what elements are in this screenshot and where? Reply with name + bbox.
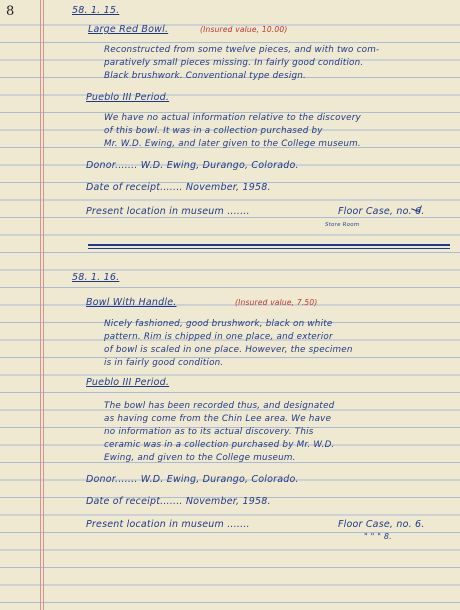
donor-line: Donor....... W.D. Ewing, Durango, Colorado. — [86, 160, 299, 171]
margin-line — [40, 0, 41, 610]
history-line: The bowl has been recorded thus, and designated — [104, 401, 335, 411]
location-value: Floor Case, no. 6. — [338, 519, 425, 530]
description-line: Nicely fashioned, good brushwork, black on white — [104, 319, 333, 329]
insured-value: (Insured value, 10.00) — [200, 25, 288, 34]
history-line: ceramic was in a collection purchased by Mr. W.D. — [104, 440, 335, 450]
location-label: Present location in museum ....... — [86, 519, 250, 530]
catalog-number: 58. 1. 15. — [72, 5, 120, 16]
section-divider — [88, 244, 450, 249]
receipt-date-line: Date of receipt....... November, 1958. — [86, 496, 271, 507]
description-line: paratively small pieces missing. In fairly good condition. — [104, 58, 364, 68]
page-number: 8 — [6, 4, 15, 19]
description-line: Black brushwork. Conventional type design. — [104, 71, 307, 81]
history-line: no information as to its actual discovery. This — [104, 427, 314, 437]
history-line: of this bowl. It was in a collection purchased by — [104, 126, 323, 136]
description-line: pattern. Rim is chipped in one place, and exterior — [104, 332, 333, 342]
period: Pueblo III Period. — [86, 92, 170, 103]
margin-line — [43, 0, 44, 610]
history-line: Mr. W.D. Ewing, and later given to the College museum. — [104, 139, 361, 149]
catalog-number: 58. 1. 16. — [72, 272, 120, 283]
description-line: of bowl is scaled in one place. However, the specimen — [104, 345, 353, 355]
history-line: We have no actual information relative to the discovery — [104, 113, 361, 123]
history-line: Ewing, and given to the College museum. — [104, 453, 296, 463]
location-note: " " " 8. — [364, 532, 392, 541]
insured-value: (Insured value, 7.50) — [235, 298, 318, 307]
item-title: Large Red Bowl. — [88, 24, 169, 35]
history-line: as having come from the Chin Lee area. We have — [104, 414, 332, 424]
location-value: Floor Case, no. 6. — [338, 206, 425, 217]
description-line: Reconstructed from some twelve pieces, and with two com- — [104, 45, 380, 55]
period: Pueblo III Period. — [86, 377, 170, 388]
receipt-date-line: Date of receipt....... November, 1958. — [86, 182, 271, 193]
description-line: is in fairly good condition. — [104, 358, 224, 368]
item-title: Bowl With Handle. — [86, 297, 177, 308]
location-note: Store Room — [325, 222, 360, 228]
location-label: Present location in museum ....... — [86, 206, 250, 217]
donor-line: Donor....... W.D. Ewing, Durango, Colorado. — [86, 474, 299, 485]
